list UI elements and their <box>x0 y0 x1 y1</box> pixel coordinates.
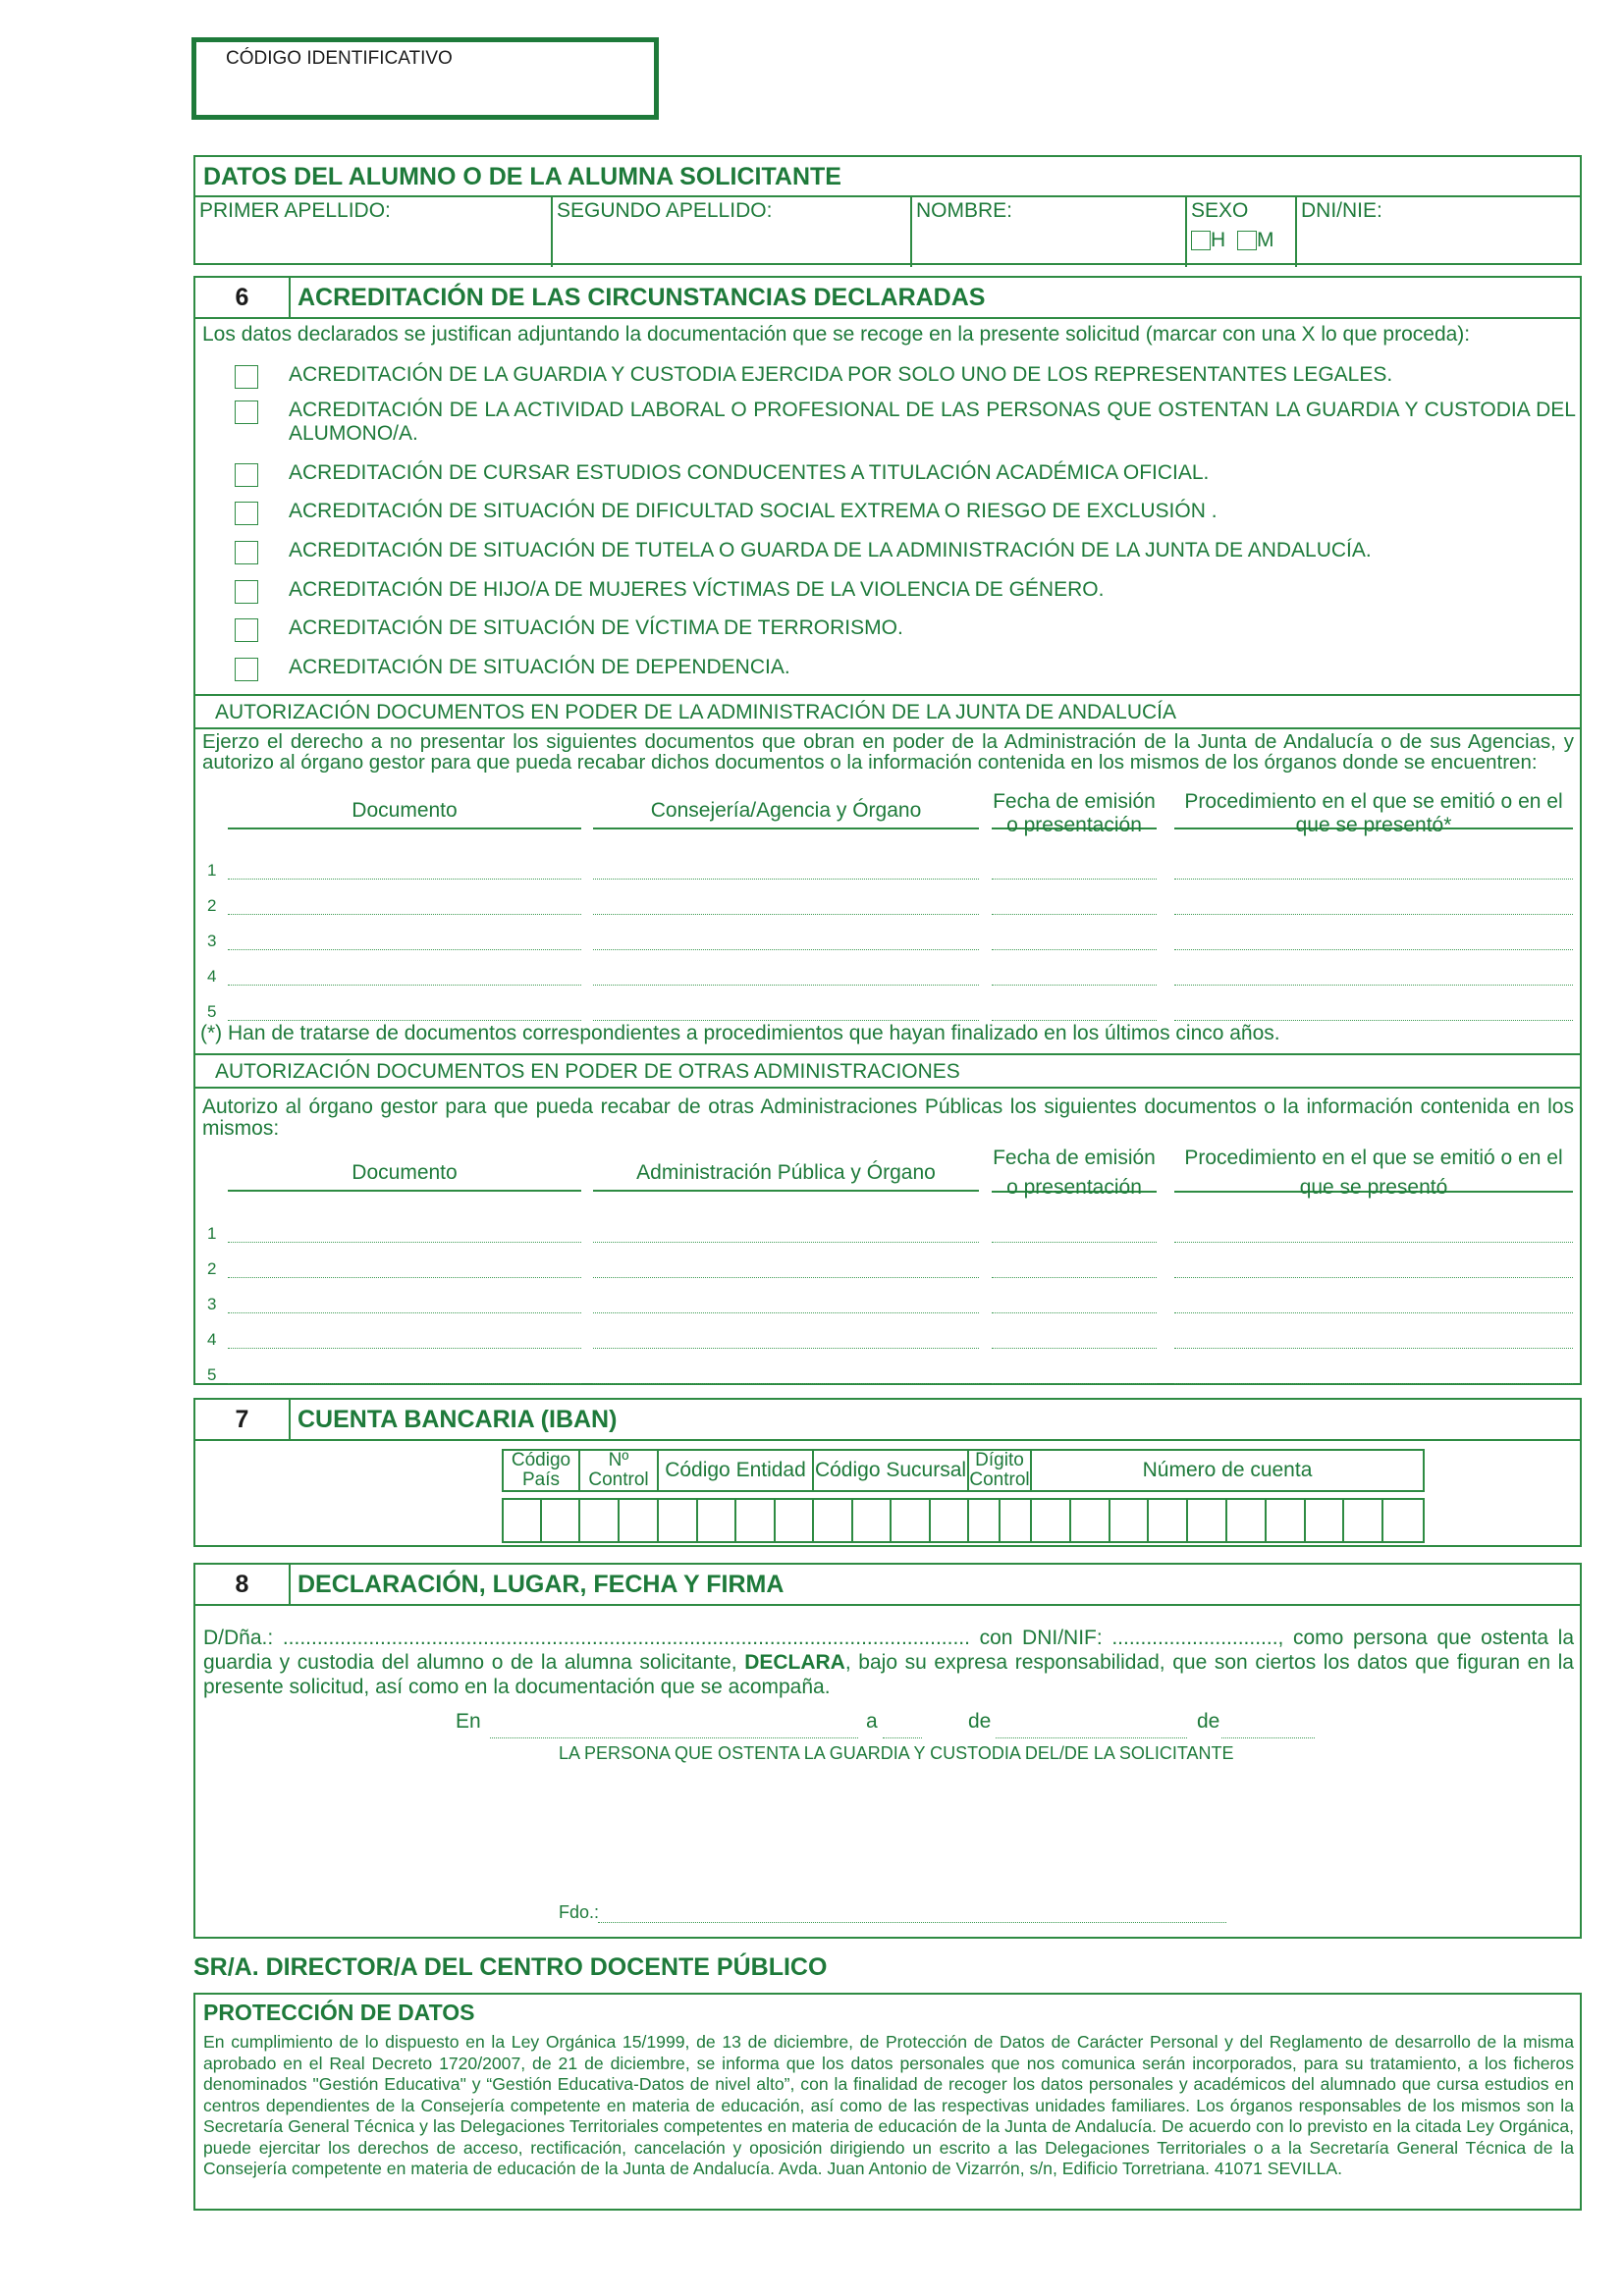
declaration-text <box>203 1626 1574 1699</box>
accreditation-label: ACREDITACIÓN DE SITUACIÓN DE TUTELA O GUARDA DE LA ADMINISTRACIÓN DE LA JUNTA DE ANDALUCÍA. <box>289 539 1372 561</box>
name-field[interactable] <box>912 197 1187 267</box>
student-fields-row <box>195 195 1580 267</box>
auth-junta-note: (*) Han de tratarse de documentos correspondientes a procedimientos que hayan finalizado en los últimos cinco años. <box>200 1022 1280 1044</box>
document-row-field[interactable] <box>1174 879 1573 880</box>
col-digit-line2: Control <box>969 1469 1030 1490</box>
auth-other-heading: AUTORIZACIÓN DOCUMENTOS EN PODER DE OTRAS ADMINISTRACIONES <box>195 1053 1580 1089</box>
accreditation-checkbox[interactable] <box>235 400 258 424</box>
iban-digit-box[interactable] <box>853 1500 893 1541</box>
iban-digit-box[interactable] <box>1188 1500 1227 1541</box>
document-row-field[interactable] <box>228 879 581 880</box>
document-row-field[interactable] <box>228 1383 581 1384</box>
auth-junta-heading: AUTORIZACIÓN DOCUMENTOS EN PODER DE LA ADMINISTRACIÓN DE LA JUNTA DE ANDALUCÍA <box>195 694 1580 729</box>
identification-code-box[interactable] <box>191 37 659 120</box>
declaration-declares: DECLARA <box>744 1651 845 1674</box>
row-number: 1 <box>207 1224 217 1243</box>
iban-digit-box[interactable] <box>814 1500 853 1541</box>
document-row-field[interactable] <box>992 1020 1157 1021</box>
document-row-field[interactable] <box>593 1312 979 1313</box>
accreditation-label: ACREDITACIÓN DE SITUACIÓN DE DIFICULTAD SOCIAL EXTREMA O RIESGO DE EXCLUSIÓN . <box>289 500 1218 522</box>
student-data-section <box>193 155 1582 265</box>
accreditation-item[interactable] <box>235 578 1576 602</box>
iban-col-digit <box>969 1451 1032 1490</box>
date-de-label-2: de <box>1197 1710 1220 1733</box>
col-date-line1: Fecha de emisión <box>993 790 1156 813</box>
document-row-field[interactable] <box>1174 1020 1573 1021</box>
declaration-start: D/Dña.: ........................................................................................................................ con DNI/NIF: ............................., como persona que ostenta la guardia y custodia del alumno o de la alumna solicitante, <box>203 1627 1574 1674</box>
month-field[interactable] <box>996 1737 1187 1738</box>
row-number: 5 <box>207 1365 217 1384</box>
iban-digit-box[interactable] <box>736 1500 776 1541</box>
dni-label: DNI/NIE: <box>1301 199 1382 222</box>
col-country-line1: Código <box>511 1450 571 1470</box>
declaration-end: , bajo su expresa responsabilidad, que son ciertos los datos que figuran en la presente solicitud, así como en la documentación que se acompaña. <box>203 1651 1574 1698</box>
col-control-line2: Control <box>588 1469 649 1490</box>
document-row-field[interactable] <box>593 985 979 986</box>
auth-junta-col-date <box>992 790 1157 836</box>
accreditation-checkbox[interactable] <box>235 502 258 525</box>
section-6-title: ACREDITACIÓN DE LAS CIRCUNSTANCIAS DECLARADAS <box>298 284 986 311</box>
col-procedure-line2: que se presentó* <box>1295 814 1452 836</box>
auth-other-text: Autorizo al órgano gestor para que pueda recabar de otras Administraciones Públicas los siguientes documentos o la información contenida en los mismos: <box>202 1095 1574 1140</box>
sex-field <box>1187 197 1297 267</box>
row-number: 4 <box>207 967 217 986</box>
iban-digit-box[interactable] <box>542 1500 580 1541</box>
col-procedure-line2: que se presentó <box>1299 1176 1448 1199</box>
first-surname-field[interactable] <box>195 197 553 267</box>
col-procedure-line1: Procedimiento en el que se emitió o en el <box>1184 1147 1563 1169</box>
iban-col-account <box>1032 1451 1423 1490</box>
section-8-title: DECLARACIÓN, LUGAR, FECHA Y FIRMA <box>298 1571 785 1598</box>
document-row-field[interactable] <box>1174 949 1573 950</box>
auth-junta-col-document <box>228 796 581 829</box>
iban-digit-boxes <box>502 1498 1425 1543</box>
accreditation-label: ACREDITACIÓN DE LA ACTIVIDAD LABORAL O PROFESIONAL DE LAS PERSONAS QUE OSTENTAN LA GUARDIA Y CUSTODIA DEL ALUMONO/A. <box>289 399 1576 445</box>
iban-digit-box[interactable] <box>1383 1500 1423 1541</box>
data-protection-body: En cumplimiento de lo dispuesto en la Ley Orgánica 15/1999, de 13 de diciembre, de Protección de Datos de Carácter Personal y del Reglamento de desarrollo de la misma aprobado en el Real Decreto 1720/2007, de 21 de diciembre, se informa que los datos personales que nos comunica serán incorporados, para su tratamiento, a los ficheros denominados "Gestión Educativa" y “Gestión Educativa-Datos de nivel alto”, con la finalidad de recoger los datos personales y académicos del alumnado que cursa estudios en centros dependientes de la Consejería competente en materia de educación, así como de las respectivas unidades familiares. Los órganos responsables de los mismos son la Secretaría General Técnica y las Delegaciones Territoriales competentes en materia de educación de la Junta de Andalucía. De acuerdo con lo previsto en la citada Ley Orgánica, puede ejercitar los derechos de acceso, rectificación, cancelación y oposición dirigiendo un escrito a las Delegaciones Territoriales o a la Secretaría General Técnica de la Consejería competente en materia de educación de la Junta de Andalucía. Avda. Juan Antonio de Vizarrón, s/n, Edificio Torretriana. 41071 SEVILLA. <box>203 2032 1574 2178</box>
section-6-accreditation <box>193 276 1582 1385</box>
col-entity-label: Código Entidad <box>665 1459 806 1481</box>
row-number: 3 <box>207 1295 217 1313</box>
second-surname-label: SEGUNDO APELLIDO: <box>557 199 773 222</box>
document-row-field[interactable] <box>593 879 979 880</box>
date-a-label: a <box>866 1710 878 1733</box>
document-row-field[interactable] <box>228 1242 581 1243</box>
document-row-field[interactable] <box>228 1020 581 1021</box>
iban-digit-box[interactable] <box>969 1500 1001 1541</box>
auth-other-col-procedure <box>1174 1144 1573 1199</box>
accreditation-item[interactable] <box>235 616 1576 640</box>
col-date-line1: Fecha de emisión <box>993 1147 1156 1169</box>
document-row-field[interactable] <box>228 1277 581 1278</box>
accreditation-checkbox[interactable] <box>235 365 258 389</box>
accreditation-checkbox[interactable] <box>235 580 258 604</box>
iban-digit-box[interactable] <box>1001 1500 1032 1541</box>
iban-digit-box[interactable] <box>1267 1500 1306 1541</box>
iban-digit-box[interactable] <box>1110 1500 1150 1541</box>
col-branch-label: Código Sucursal <box>814 1459 967 1481</box>
section-8-header <box>195 1565 1580 1606</box>
col-digit-line1: Dígito <box>975 1450 1024 1470</box>
iban-col-control <box>580 1451 659 1490</box>
accreditation-item[interactable] <box>235 399 1576 446</box>
row-number: 5 <box>207 1002 217 1021</box>
document-row-field[interactable] <box>228 914 581 915</box>
accreditation-label: ACREDITACIÓN DE CURSAR ESTUDIOS CONDUCENTES A TITULACIÓN ACADÉMICA OFICIAL. <box>289 461 1210 484</box>
auth-other-col-document <box>228 1158 581 1192</box>
row-number: 3 <box>207 932 217 950</box>
col-procedure-line1: Procedimiento en el que se emitió o en el <box>1184 790 1563 813</box>
document-row-field[interactable] <box>593 1020 979 1021</box>
accreditation-checkbox[interactable] <box>235 618 258 642</box>
col-date-line2: o presentación <box>1006 1176 1142 1199</box>
accreditation-label: ACREDITACIÓN DE HIJO/A DE MUJERES VÍCTIMAS DE LA VIOLENCIA DE GÉNERO. <box>289 578 1105 601</box>
document-row-field[interactable] <box>992 1242 1157 1243</box>
col-organ-label: Administración Pública y Órgano <box>636 1161 936 1184</box>
accreditation-label: ACREDITACIÓN DE SITUACIÓN DE VÍCTIMA DE TERRORISMO. <box>289 616 903 639</box>
data-protection-title: PROTECCIÓN DE DATOS <box>203 2000 475 2025</box>
iban-digit-box[interactable] <box>1344 1500 1383 1541</box>
document-row-field[interactable] <box>593 1348 979 1349</box>
data-protection-box <box>193 1993 1582 2211</box>
place-en-label: En <box>456 1710 481 1733</box>
accreditation-item[interactable] <box>235 363 1576 387</box>
row-number: 2 <box>207 1259 217 1278</box>
document-row-field[interactable] <box>992 879 1157 880</box>
second-surname-field[interactable] <box>553 197 912 267</box>
section-8-number: 8 <box>195 1565 291 1604</box>
iban-col-country <box>504 1451 580 1490</box>
accreditation-checkbox[interactable] <box>235 541 258 564</box>
row-number: 4 <box>207 1330 217 1349</box>
sex-label: SEXO <box>1191 199 1249 222</box>
document-row-field[interactable] <box>228 1312 581 1313</box>
iban-digit-box[interactable] <box>504 1500 542 1541</box>
col-control-line1: Nº <box>608 1450 629 1470</box>
day-field[interactable] <box>883 1737 922 1738</box>
sex-m-checkbox[interactable] <box>1237 231 1257 250</box>
dni-field[interactable] <box>1297 197 1580 267</box>
iban-col-branch <box>814 1451 969 1490</box>
col-country-line2: País <box>521 1469 561 1490</box>
sex-h-label: H <box>1211 229 1226 251</box>
iban-digit-box[interactable] <box>931 1500 970 1541</box>
document-row-field[interactable] <box>1174 1277 1573 1278</box>
accreditation-label: ACREDITACIÓN DE SITUACIÓN DE DEPENDENCIA. <box>289 656 790 678</box>
iban-digit-box[interactable] <box>580 1500 620 1541</box>
place-field[interactable] <box>490 1737 858 1738</box>
iban-digit-box[interactable] <box>659 1500 698 1541</box>
auth-other-col-date <box>992 1144 1157 1199</box>
iban-column-headers <box>502 1449 1425 1492</box>
section-7-title: CUENTA BANCARIA (IBAN) <box>298 1406 618 1433</box>
section-8-declaration <box>193 1563 1582 1939</box>
document-row-field[interactable] <box>992 1277 1157 1278</box>
col-date-line2: o presentación <box>1006 814 1142 836</box>
section-6-number: 6 <box>195 278 291 317</box>
auth-other-col-organ <box>593 1158 979 1192</box>
accreditation-item[interactable] <box>235 461 1576 485</box>
document-row-field[interactable] <box>992 949 1157 950</box>
section-7-header <box>195 1400 1580 1441</box>
row-number: 2 <box>207 896 217 915</box>
iban-digit-box[interactable] <box>1071 1500 1110 1541</box>
addressee-heading: SR/A. DIRECTOR/A DEL CENTRO DOCENTE PÚBLICO <box>193 1953 828 1981</box>
section-6-header <box>195 278 1580 319</box>
accreditation-checkbox[interactable] <box>235 463 258 487</box>
year-field[interactable] <box>1221 1737 1315 1738</box>
date-de-label-1: de <box>968 1710 992 1733</box>
auth-junta-col-organ <box>593 796 979 829</box>
col-organ-label: Consejería/Agencia y Órgano <box>650 799 922 822</box>
iban-digit-box[interactable] <box>1227 1500 1267 1541</box>
col-document-label: Documento <box>352 1161 458 1184</box>
document-row-field[interactable] <box>1174 1312 1573 1313</box>
accreditation-checkbox[interactable] <box>235 658 258 681</box>
document-row-field[interactable] <box>1174 914 1573 915</box>
col-account-label: Número de cuenta <box>1142 1459 1313 1481</box>
iban-col-entity <box>659 1451 814 1490</box>
document-row-field[interactable] <box>1174 1242 1573 1243</box>
iban-digit-box[interactable] <box>776 1500 815 1541</box>
iban-digit-box[interactable] <box>620 1500 659 1541</box>
document-row-field[interactable] <box>593 1383 979 1384</box>
auth-junta-col-procedure <box>1174 790 1573 836</box>
document-row-field[interactable] <box>593 1277 979 1278</box>
accreditation-label: ACREDITACIÓN DE LA GUARDIA Y CUSTODIA EJERCIDA POR SOLO UNO DE LOS REPRESENTANTES LEGALES. <box>289 363 1393 386</box>
document-row-field[interactable] <box>228 985 581 986</box>
sex-m-label: M <box>1257 229 1274 251</box>
document-row-field[interactable] <box>992 914 1157 915</box>
signature-fdo-label: Fdo.: <box>559 1902 600 1922</box>
document-row-field[interactable] <box>992 985 1157 986</box>
document-row-field[interactable] <box>992 1348 1157 1349</box>
signer-caption: LA PERSONA QUE OSTENTA LA GUARDIA Y CUSTODIA DEL/DE LA SOLICITANTE <box>559 1743 1234 1763</box>
accreditation-item[interactable] <box>235 500 1576 523</box>
signature-field[interactable] <box>598 1922 1226 1923</box>
accreditation-item[interactable] <box>235 656 1576 679</box>
document-row-field[interactable] <box>992 1383 1157 1384</box>
sex-h-checkbox[interactable] <box>1191 231 1211 250</box>
document-row-field[interactable] <box>228 1348 581 1349</box>
iban-digit-box[interactable] <box>892 1500 931 1541</box>
row-number: 1 <box>207 861 217 880</box>
section-7-number: 7 <box>195 1400 291 1439</box>
document-row-field[interactable] <box>593 1242 979 1243</box>
accreditation-item[interactable] <box>235 539 1576 562</box>
section-6-intro: Los datos declarados se justifican adjuntando la documentación que se recoge en la presente solicitud (marcar con una X lo que proceda): <box>202 323 1471 346</box>
first-surname-label: PRIMER APELLIDO: <box>199 199 391 222</box>
iban-digit-box[interactable] <box>1306 1500 1345 1541</box>
auth-junta-text: Ejerzo el derecho a no presentar los siguientes documentos que obran en poder de la Administración de la Junta de Andalucía o de sus Agencias, y autorizo al órgano gestor para que pueda recabar dichos documentos o la información contenida en los mismos de los órganos donde se encuentren: <box>202 730 1574 774</box>
name-label: NOMBRE: <box>916 199 1013 222</box>
document-row-field[interactable] <box>593 949 979 950</box>
document-row-field[interactable] <box>1174 985 1573 986</box>
document-row-field[interactable] <box>1174 1348 1573 1349</box>
student-section-title: DATOS DEL ALUMNO O DE LA ALUMNA SOLICITANTE <box>203 163 841 190</box>
document-row-field[interactable] <box>593 914 979 915</box>
identification-code-label: CÓDIGO IDENTIFICATIVO <box>226 48 453 69</box>
iban-digit-box[interactable] <box>1149 1500 1188 1541</box>
document-row-field[interactable] <box>228 949 581 950</box>
iban-digit-box[interactable] <box>1032 1500 1071 1541</box>
section-7-bank-account <box>193 1398 1582 1547</box>
document-row-field[interactable] <box>992 1312 1157 1313</box>
document-row-field[interactable] <box>1174 1383 1573 1384</box>
col-document-label: Documento <box>352 799 458 822</box>
iban-digit-box[interactable] <box>698 1500 737 1541</box>
